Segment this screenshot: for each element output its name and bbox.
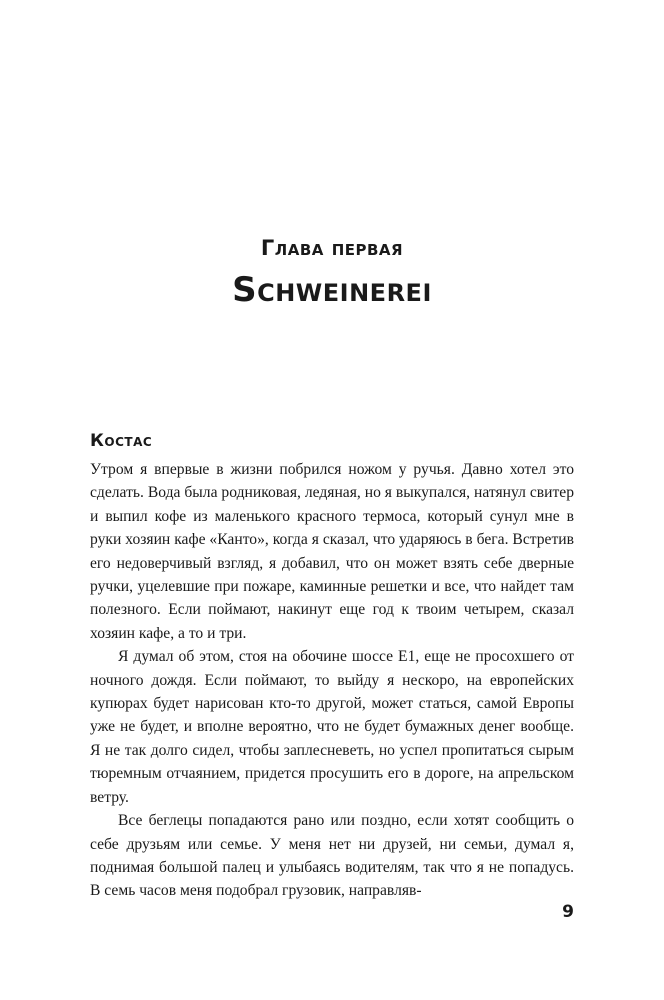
paragraph-2: Я думал об этом, стоя на обочине шоссе E1, еще не просохшего от ночного дождя. Если поймают, то выйду я нескоро, на европейских купюрах будет нарисован кто-то другой, может статься, самой Европы уже не будет, и вполне вероятно, что не будет бумажных денег вообще. Я не так долго сидел, чтобы заплесневеть, но успел пропитаться сырым тюремным отчаянием, придется просушить его в дороге, на апрельском ветру. [90, 648, 574, 806]
paragraph-1: Утром я впервые в жизни побрился ножом у ручья. Давно хотел это сделать. Вода была родниковая, ледяная, но я выкупался, натянул свитер и выпил кофе из маленького красного термоса, который сунул мне в руки хозяин кафе «Канто», когда я сказал, что ударяюсь в бега. Встретив его недоверчивый взгляд, я добавил, что он может взять себе дверные ручки, уцелевшие при пожаре, каминные решетки и все, что найдет там полезного. Если поймают, накинут еще год к твоим четырем, сказал хозяин кафе, а то и три. [90, 461, 574, 642]
section-heading: Костас [90, 431, 153, 451]
body-text [90, 458, 574, 903]
paragraph-3: Все беглецы попадаются рано или поздно, если хотят сообщить о себе друзьям или семье. У меня нет ни друзей, ни семьи, думал я, поднимая большой палец и улыбаясь водителям, так что я не попадусь. В семь часов меня подобрал грузовик, направляв- [90, 812, 574, 900]
chapter-title: Schweinerei [232, 270, 432, 310]
page-number: 9 [562, 902, 574, 922]
chapter-label: Глава первая [260, 236, 404, 260]
